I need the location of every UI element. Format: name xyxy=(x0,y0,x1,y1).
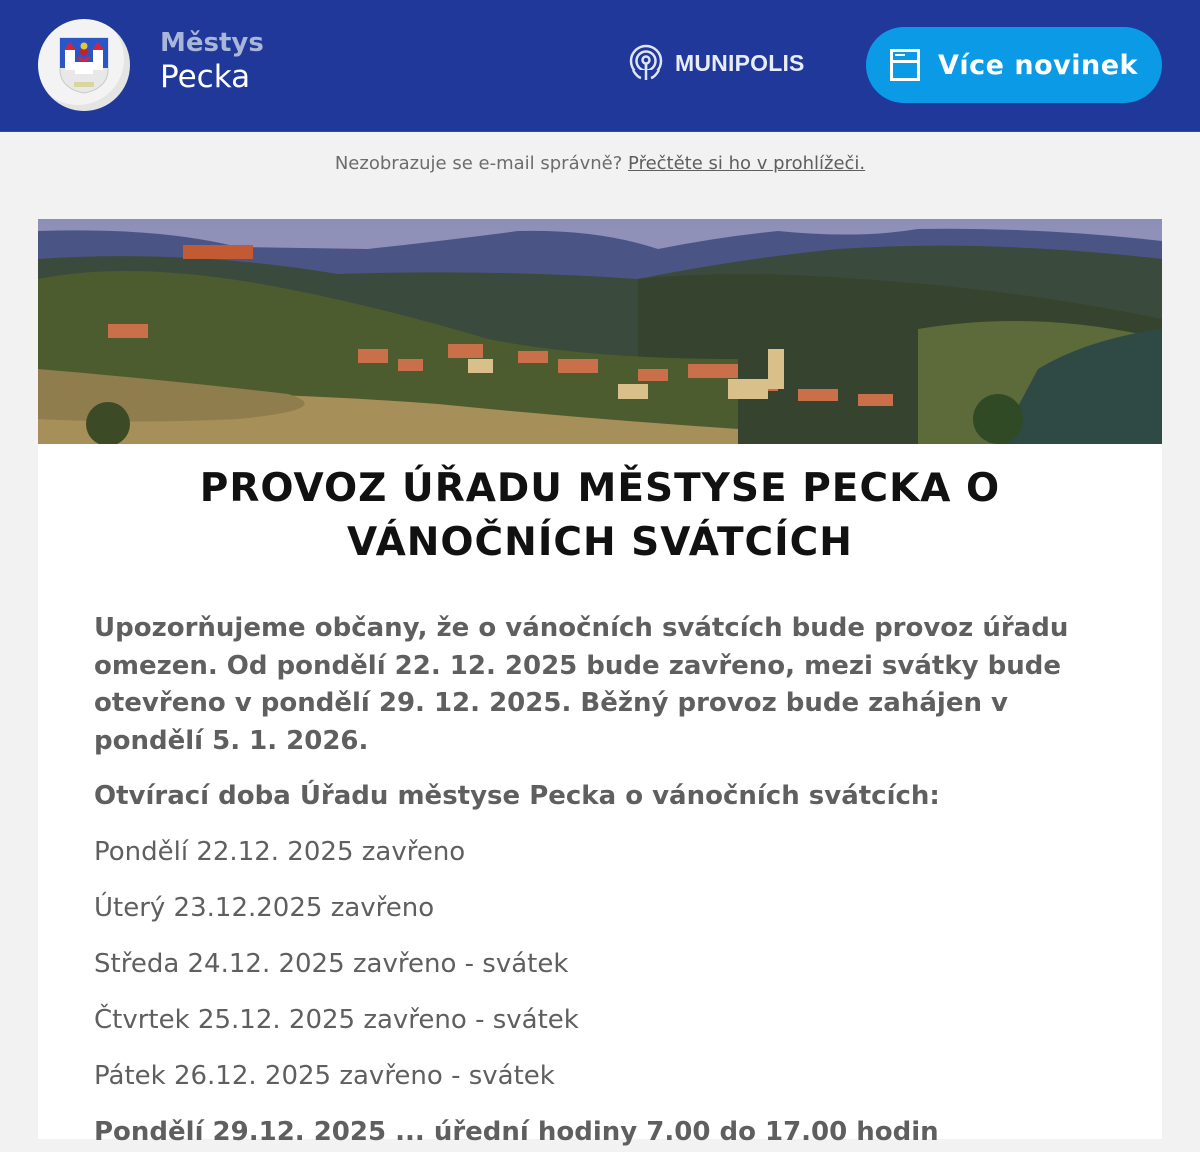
day-item: Čtvrtek 25.12. 2025 zavřeno - svátek xyxy=(94,1005,579,1035)
day-item: Úterý 23.12.2025 zavřeno xyxy=(94,893,435,923)
preheader xyxy=(0,153,1200,177)
day-item: Pátek 26.12. 2025 zavřeno - svátek xyxy=(94,1061,555,1091)
brand-top-label: Městys xyxy=(160,28,264,58)
munipolis-logo[interactable] xyxy=(627,44,805,82)
email-header xyxy=(0,0,1200,132)
coat-of-arms-icon xyxy=(58,36,110,94)
view-in-browser-link[interactable]: Přečtěte si ho v prohlížeči. xyxy=(628,153,866,174)
more-news-label: Více novinek xyxy=(938,49,1138,81)
preheader-text: Nezobrazuje se e-mail správně? xyxy=(334,153,623,174)
municipality-logo[interactable] xyxy=(38,19,130,111)
day-item: Středa 24.12. 2025 zavřeno - svátek xyxy=(94,949,569,979)
article-card xyxy=(38,219,1162,1147)
municipality-name xyxy=(160,30,264,93)
brand-bottom-label: Pecka xyxy=(160,59,251,95)
article-title: PROVOZ ÚŘADU MĚSTYSE PECKA O VÁNOČNÍCH SVÁTCÍCH xyxy=(199,466,1001,565)
munipolis-label: MUNIPOLIS xyxy=(675,49,805,76)
day-item-partial: Pondělí 29.12. 2025 ... úřední hodiny 7.00 do 17.00 hodin xyxy=(94,1117,939,1147)
newspaper-icon xyxy=(890,49,920,81)
article-lead: Upozorňujeme občany, že o vánočních svátcích bude provoz úřadu omezen. Od pondělí 22. 12. 2025 bude zavřeno, mezi svátky bude otevřeno v pondělí 29. 12. 2025. Běžný provoz bude zahájen v pondělí 5. 1. 2026. xyxy=(94,613,1069,756)
article-body xyxy=(38,570,1162,1152)
more-news-button[interactable] xyxy=(866,27,1162,103)
hero-image xyxy=(38,219,1162,444)
broadcast-icon xyxy=(627,44,665,82)
opening-hours-heading: Otvírací doba Úřadu městyse Pecka o vánočních svátcích: xyxy=(94,781,940,811)
day-item: Pondělí 22.12. 2025 zavřeno xyxy=(94,837,466,867)
